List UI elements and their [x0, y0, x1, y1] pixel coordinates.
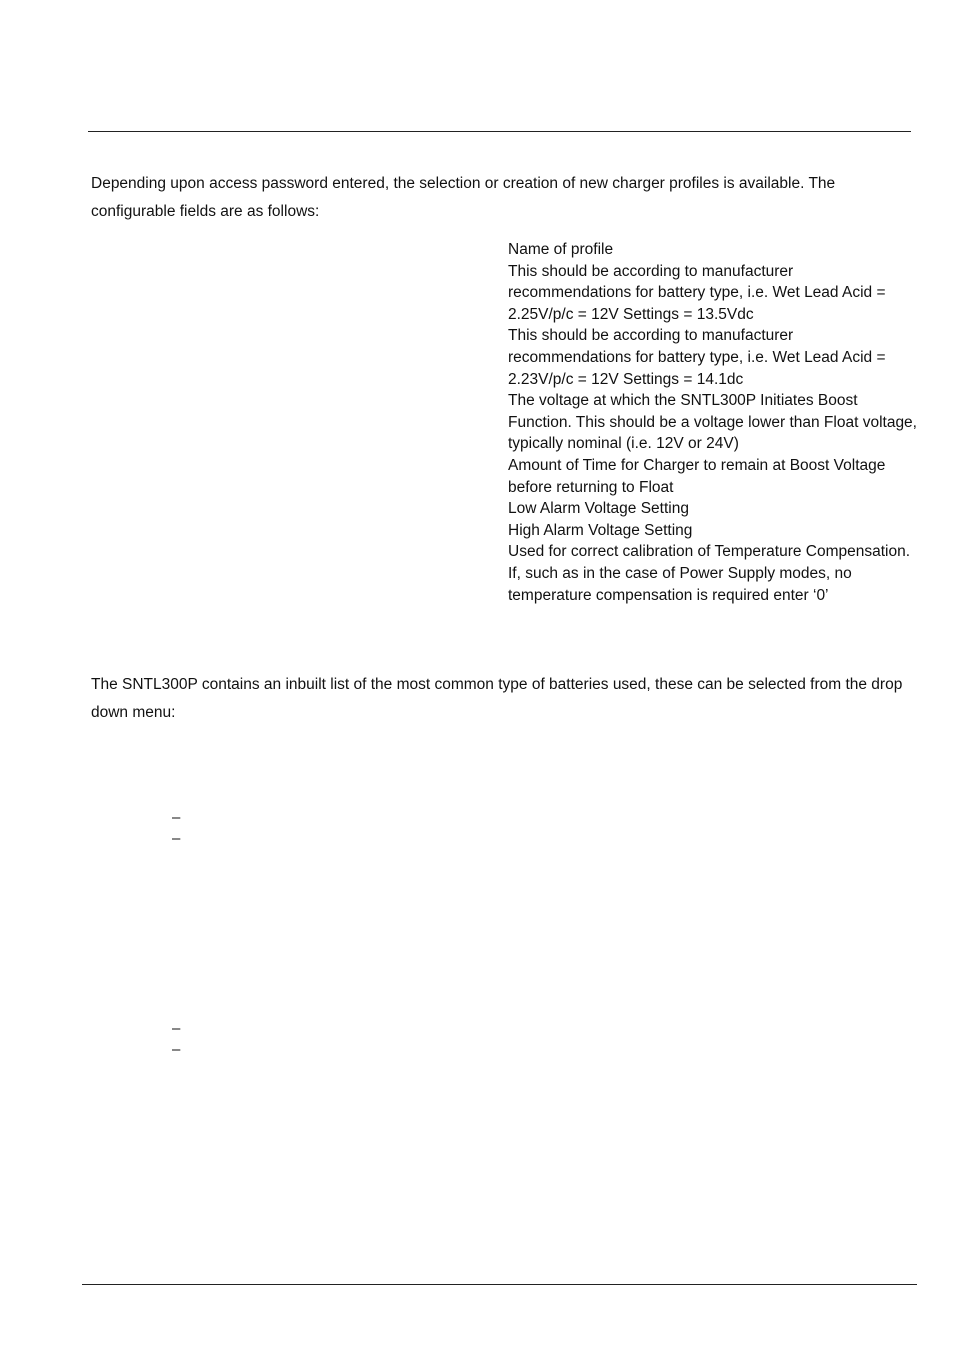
header-rule — [88, 131, 911, 132]
bullet-dash: – — [172, 1020, 181, 1037]
battery-list-paragraph: The SNTL300P contains an inbuilt list of the most common type of batteries used, these can be selected from the drop down menu: — [91, 676, 903, 721]
field-description-high-alarm: High Alarm Voltage Setting — [508, 521, 693, 539]
field-description-list — [508, 239, 918, 606]
bullet-dash: – — [172, 809, 181, 826]
field-description-profile-name: Name of profile — [508, 241, 614, 258]
field-description-boost-time: Amount of Time for Charger to remain at Boost Voltage before returning to Float — [508, 456, 886, 496]
field-description-boost-initiate-voltage: The voltage at which the SNTL300P Initiates Boost Function. This should be a voltage lower than Float voltage, typically nominal (i.e. 12V or 24V) — [508, 392, 917, 453]
footer-rule — [82, 1284, 917, 1285]
bullet-dash: – — [172, 830, 181, 847]
field-description-temperature-compensation: Used for correct calibration of Temperature Compensation. If, such as in the case of Power Supply modes, no temperature compensation is required enter ‘0’ — [508, 543, 911, 604]
bullet-dash: – — [172, 1041, 181, 1058]
field-description-float-voltage: This should be according to manufacturer recommendations for battery type, i.e. Wet Lead Acid = 2.25V/p/c = 12V Settings = 13.5Vdc — [508, 262, 886, 323]
field-description-boost-voltage: This should be according to manufacturer recommendations for battery type, i.e. Wet Lead Acid = 2.23V/p/c = 12V Settings = 14.1dc — [508, 327, 886, 388]
field-description-low-alarm: Low Alarm Voltage Setting — [508, 500, 689, 518]
intro-paragraph: Depending upon access password entered, the selection or creation of new charger profiles is available. The configurable fields are as follows: — [91, 175, 836, 220]
